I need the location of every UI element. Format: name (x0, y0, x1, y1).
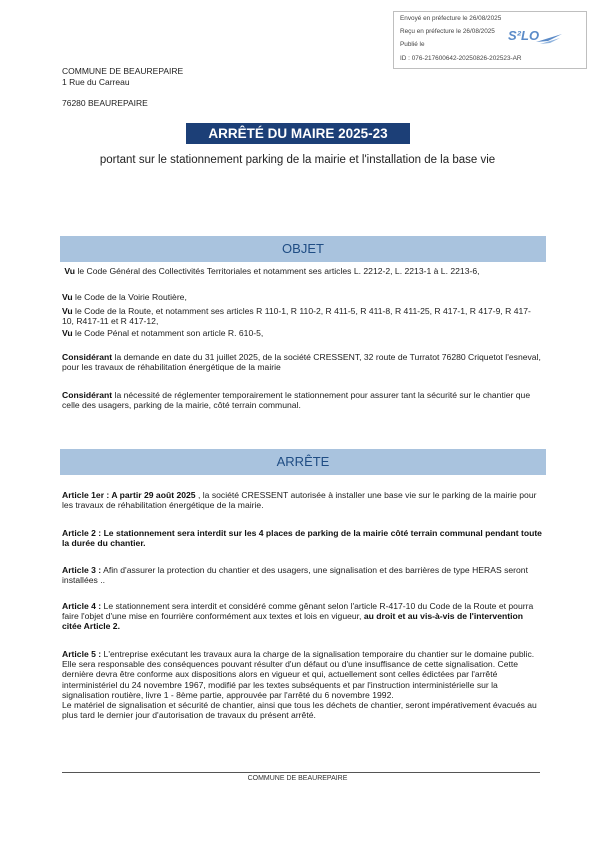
commune-name: COMMUNE DE BEAUREPAIRE (62, 66, 184, 76)
stamp-published: Publié le (400, 41, 425, 48)
article-4-bold-text: au droit et au vis-à-vis de l'intervention citée Article 2. (62, 611, 523, 632)
considerant-text: la nécessité de réglementer temporairement le stationnement pour assurer tant la sécurité sur le chantier que celle des usagers, parking de la mairie, côté terrain communal. (62, 390, 531, 411)
vu-text: le Code Général des Collectivités Territoriales et notamment ses articles L. 2212-2, L. 2213-1 à L. 2213-6, (75, 266, 480, 276)
stamp-sent-date: Envoyé en préfecture le 26/08/2025 (400, 15, 502, 22)
article-2-label: Article 2 : (62, 528, 104, 538)
vu-paragraph-1 (62, 266, 542, 276)
article-3 (62, 565, 542, 585)
article-5-text: L'entreprise exécutant les travaux aura la charge de la signalisation temporaire du chantier sur le domaine public. Elle sera responsable des conséquences pouvant résulter d'un défaut ou d'une insuffisance de cette signalisation. Cette dernière devra être conforme aux dispositions alors en vigueur et qui, actuellement sont celles édictées par l'arrêté interministériel du 24 novembre 1967, modifié par les textes subséquents et par l'instruction interministérielle sur la signalisation routière, livre 1 - 8ème partie, approuvée par l'arrêté du 6 novembre 1992. (62, 649, 535, 700)
stamp-id: ID : 076-217600642-20250826-202523-AR (400, 55, 522, 62)
vu-label: Vu (62, 328, 73, 338)
article-5 (62, 649, 542, 720)
vu-paragraph-2 (62, 292, 542, 302)
article-2-text: Le stationnement sera interdit sur les 4 places de parking de la mairie côté terrain communal pendant toute la durée du chantier. (62, 528, 542, 549)
vu-paragraph-3 (62, 306, 542, 326)
vu-label: Vu (62, 292, 73, 302)
article-4-text: Le stationnement sera interdit et considéré comme gênant selon l'article R-417-10 du Code de la Route et pourra faire l'objet d'une mise en fourrière conformément aux textes et lois en vigueur, (62, 601, 534, 622)
article-3-label: Article 3 : (62, 565, 102, 575)
vu-text: le Code de la Route, et notamment ses articles R 110-1, R 110-2, R 411-5, R 411-8, R 411-25, R 417-1, R 417-9, R 417-10, R417-11 et R 417-12, (62, 306, 531, 327)
footer-commune: COMMUNE DE BEAUREPAIRE (247, 775, 348, 782)
s2lo-logo: S²LO (508, 28, 540, 43)
document-subtitle: portant sur le stationnement parking de la mairie et l'installation de la base vie (99, 154, 496, 166)
article-4-label: Article 4 : (62, 601, 102, 611)
footer-divider (62, 772, 540, 773)
document-title: ARRÊTÉ DU MAIRE 2025-23 (186, 123, 410, 144)
stamp-received-date: Reçu en préfecture le 26/08/2025 (400, 28, 495, 35)
article-1 (62, 490, 542, 510)
vu-text: le Code de la Voirie Routière, (72, 292, 187, 302)
vu-text: le Code Pénal et notamment son article R. 610-5, (72, 328, 264, 338)
article-5-label: Article 5 : (62, 649, 102, 659)
commune-street: 1 Rue du Carreau (62, 77, 130, 87)
article-4 (62, 601, 542, 632)
article-3-text: Afin d'assurer la protection du chantier et des usagers, une signalisation et des barrières de type HERAS seront installées .. (62, 565, 528, 586)
section-objet-heading: OBJET (60, 236, 546, 262)
article-1-label: Article 1er : A partir 29 août 2025 (62, 490, 196, 500)
prefecture-stamp (393, 11, 587, 69)
considerant-paragraph-2 (62, 390, 542, 410)
article-1-text: , la société CRESSENT autorisée à installer une base vie sur le parking de la mairie pour les travaux de réhabilitation énergétique de la mairie. (62, 490, 537, 511)
vu-label: Vu (64, 266, 76, 276)
considerant-label: Considérant (62, 352, 113, 362)
considerant-text: la demande en date du 31 juillet 2025, de la société CRESSENT, 32 route de Turratot 76280 Criquetot l'esneval, pour les travaux de réhabilitation énergétique de la mairie (62, 352, 541, 373)
commune-city: 76280 BEAUREPAIRE (62, 98, 148, 108)
vu-paragraph-4 (62, 328, 542, 338)
section-arrete-heading: ARRÊTE (60, 449, 546, 475)
article-2 (62, 528, 542, 548)
s2lo-wing-icon (534, 32, 564, 46)
article-5-text-2: Le matériel de signalisation et sécurité de chantier, ainsi que tous les déchets de chantier, seront impérativement évacués au plus tard le dernier jour d'autorisation de travaux du présent arrêté. (62, 700, 537, 721)
vu-label: Vu (62, 306, 73, 316)
considerant-label: Considérant (62, 390, 113, 400)
considerant-paragraph-1 (62, 352, 542, 372)
